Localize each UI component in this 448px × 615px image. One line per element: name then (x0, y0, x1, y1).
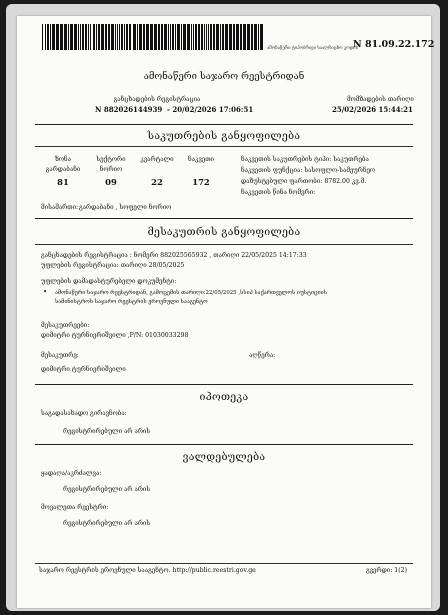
owner-title-rule (35, 244, 413, 245)
barcode-bar (108, 24, 110, 50)
document-number: N 81.09.22.172 (353, 39, 435, 50)
description-label: აღწერა: (249, 352, 276, 359)
mortgage-section-title: იპოთეკა (199, 391, 249, 403)
bullet-icon: • (43, 288, 48, 296)
footer-rule (35, 563, 413, 564)
parcel-function: ნაკვეთის ფუნქცია: სასოფლო-სამეურნეო (241, 167, 376, 174)
owner-section-title: მესაკუთრის განყოფილება (147, 226, 301, 238)
debtor-registry-value: რეგისტრირებული არ არის (63, 520, 151, 527)
extract-document (17, 16, 435, 608)
barcode-bar (74, 24, 77, 50)
barcode-bar (133, 24, 136, 50)
barcode-bar (251, 24, 253, 50)
divider-mortgage (35, 384, 413, 385)
owner-registration-date: უფლების რეგისტრაცია: თარიღი 28/05/2025 (41, 262, 185, 269)
prep-date: 25/02/2026 15:44:21 (332, 105, 413, 114)
barcode-bar (216, 24, 219, 50)
barcode (42, 24, 267, 50)
barcode-bar (137, 24, 138, 50)
quarter-code: 22 (151, 177, 163, 187)
barcode-bar (201, 24, 203, 50)
basis-document-text-2: სამინისტროს საჯარო რეესტრის ეროვნული სააგენტო (55, 299, 208, 305)
barcode-bar (60, 24, 63, 50)
barcode-bar (111, 24, 114, 50)
zone-code: 81 (57, 177, 69, 187)
barcode-bar (56, 24, 59, 50)
barcode-bar (236, 24, 239, 50)
barcode-bar (154, 24, 157, 50)
barcode-bar (204, 24, 205, 50)
tax-lien-value: რეგისტრირებული არ არის (63, 428, 151, 435)
zone-label: ზონა (55, 156, 71, 163)
barcode-bar (146, 24, 149, 50)
owner-registration-line: განცხადების რეგისტრაცია : ნომერი 882025565932 , თარიღი 22/05/2025 14:17:33 (41, 252, 307, 259)
barcode-bar (88, 24, 89, 50)
barcode-bar (177, 24, 180, 50)
barcode-bar (78, 24, 79, 50)
barcode-bar (210, 24, 212, 50)
barcode-bar (168, 24, 169, 50)
barcode-bar (191, 24, 192, 50)
prep-date-label: მომზადების თარიღი (347, 96, 414, 103)
barcode-bar (233, 24, 235, 50)
owners-label: მესაკუთრეები: (41, 322, 90, 329)
parcel-previous-number: ნაკვეთის წინა ნომერი: (241, 189, 316, 196)
barcode-bar (158, 24, 160, 50)
barcode-bar (150, 24, 153, 50)
barcode-bar (121, 24, 123, 50)
barcode-bar (70, 24, 73, 50)
barcode-bar (126, 24, 128, 50)
barcode-bar (42, 24, 43, 50)
barcode-bar (243, 24, 246, 50)
parcel-label: ნაკვეთი (187, 156, 215, 163)
debtor-registry-label: მოვალეთა რეესტრი: (41, 504, 109, 511)
barcode-bar (93, 24, 95, 50)
barcode-bar (101, 24, 104, 50)
property-title-rule (35, 146, 413, 147)
quarter-label: კვარტალი (140, 156, 174, 163)
barcode-bar (198, 24, 200, 50)
barcode-bar (64, 24, 67, 50)
barcode-bar (45, 24, 46, 50)
barcode-bar (82, 24, 84, 50)
barcode-bar (170, 24, 171, 50)
divider-owner (35, 218, 413, 219)
barcode-bar (260, 24, 263, 50)
barcode-bar (258, 24, 259, 50)
barcode-bar (115, 24, 116, 50)
owner-value: დიმიტრი ტურნიერიშვილი (41, 366, 126, 373)
footer-agency: საჯარო რეესტრის ეროვნული სააგენტო. http://public.reestri.gov.ge (39, 567, 256, 574)
sector-code: 09 (105, 177, 117, 187)
application-label: განცხადების რეგისტრაცია (113, 96, 201, 103)
owner-label: მესაკუთრე: (41, 352, 79, 359)
barcode-bar (187, 24, 190, 50)
barcode-bar (85, 24, 87, 50)
barcode-bar (254, 24, 257, 50)
parcel-area: დაზუსტებული ფართობი: 8782.00 კვ.მ. (241, 178, 367, 185)
barcode-bar (105, 24, 107, 50)
application-number: N 882026144939 (95, 105, 163, 114)
sector-sublabel: ნორიო (99, 166, 123, 173)
divider-debts (35, 444, 413, 445)
barcode-bar (50, 24, 51, 50)
tax-lien-label: საგადასახადო გირავნობა: (41, 410, 127, 417)
barcode-bar (208, 24, 209, 50)
barcode-bar (195, 24, 197, 50)
barcode-caption: ამონაწერი ტიპობრივი სააღრიცხო კოდის (267, 45, 359, 50)
barcode-bar (220, 24, 221, 50)
barcode-bar (52, 24, 55, 50)
barcode-bar (68, 24, 69, 50)
barcode-bar (206, 24, 207, 50)
barcode-bar (193, 24, 194, 50)
barcode-bar (139, 24, 142, 50)
seizure-label: ყადაღა/აკრძალვა: (41, 470, 102, 477)
debts-section-title: ვალდებულება (182, 451, 266, 463)
barcode-bar (129, 24, 131, 50)
owners-value: დიმიტრი ტურნიერიშვილი ,P/N: 01030033298 (41, 332, 189, 339)
seizure-value: რეგისტრირებული არ არის (63, 486, 151, 493)
zone-sublabel: გარდაბანი (45, 166, 81, 173)
barcode-bar (96, 24, 97, 50)
barcode-bar (47, 24, 49, 50)
barcode-bar (181, 24, 182, 50)
divider-top (35, 124, 413, 125)
barcode-bar (143, 24, 145, 50)
parcel-code: 172 (192, 177, 210, 187)
barcode-bar (247, 24, 250, 50)
barcode-bar (225, 24, 228, 50)
barcode-bar (172, 24, 174, 50)
barcode-bar (229, 24, 232, 50)
barcode-bar (124, 24, 125, 50)
barcode-bar (175, 24, 176, 50)
footer-page-number: გვერდი: 1(2) (365, 567, 407, 574)
sector-label: სექტორი (96, 156, 126, 163)
barcode-bar (240, 24, 242, 50)
property-section-title: საკუთრების განყოფილება (147, 130, 301, 142)
barcode-bar (119, 24, 120, 50)
basis-document-text-1: ამონაწერი საჯარო რეესტრიდან, გამოცემის თარიღი:22/05/2025 ,სსიპ საქართველოს იუსტიციის (55, 290, 327, 296)
barcode-bar (213, 24, 215, 50)
application-date: - 20/02/2026 17:06:51 (167, 105, 254, 114)
page-title: ამონაწერი საჯარო რეესტრიდან (143, 71, 305, 82)
barcode-bar (222, 24, 224, 50)
parcel-ownership-type: ნაკვეთის საკუთრების ტიპი: საკუთრება (241, 156, 369, 163)
barcode-bar (80, 24, 81, 50)
barcode-bar (117, 24, 118, 50)
basis-document-label: უფლების დამადასტურებელი დოკუმენტი: (41, 278, 177, 285)
barcode-bar (98, 24, 100, 50)
address-value: გარდაბანი , სოფელი ნორიო (79, 204, 172, 211)
barcode-bar (90, 24, 91, 50)
barcode-bar (183, 24, 186, 50)
barcode-bar (161, 24, 163, 50)
address-label: მისამართი: (41, 204, 79, 211)
barcode-bar (164, 24, 167, 50)
